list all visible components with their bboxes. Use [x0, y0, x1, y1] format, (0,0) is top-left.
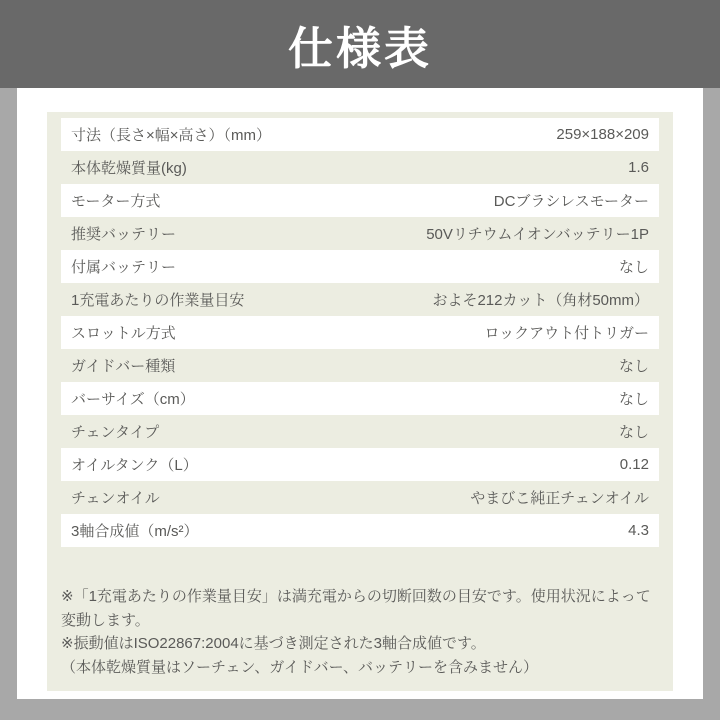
spec-table-row: [61, 217, 659, 250]
page-title: 仕様表: [287, 22, 432, 74]
spec-label: 推奨バッテリー: [71, 226, 177, 243]
spec-table-row: [61, 382, 659, 415]
spec-table-row: [61, 184, 659, 217]
spec-value: 1.6: [628, 159, 649, 176]
spec-table-row: [61, 118, 659, 151]
spec-value: なし: [618, 259, 649, 276]
spec-label: バーサイズ（cm）: [71, 391, 195, 408]
spec-value: DCブラシレスモーター: [493, 193, 649, 210]
spec-value: ロックアウト付トリガー: [484, 325, 649, 342]
spec-value: やまびこ純正チェンオイル: [470, 490, 649, 507]
spec-value: およそ212カット（角材50mm）: [432, 292, 649, 309]
spec-value: 50Vリチウムイオンバッテリー1P: [426, 226, 649, 243]
note-line: （本体乾燥質量はソーチェン、ガイドバー、バッテリーを含みません）: [61, 658, 539, 676]
spec-value: なし: [618, 424, 649, 441]
spec-value: 4.3: [628, 522, 649, 539]
spec-table-row: [61, 250, 659, 283]
spec-label: 付属バッテリー: [71, 259, 177, 276]
content-sheet: [17, 88, 703, 699]
spec-value: 0.12: [619, 456, 649, 473]
spec-label: オイルタンク（L）: [71, 457, 198, 474]
spec-table-row: [61, 448, 659, 481]
title-bar: [0, 0, 720, 88]
spec-table-row: [61, 415, 659, 448]
spec-table-row: [61, 316, 659, 349]
spec-label: 寸法（長さ×幅×高さ）（mm）: [71, 127, 272, 144]
spec-value: なし: [618, 391, 649, 408]
spec-table-row: [61, 481, 659, 514]
spec-label: 1充電あたりの作業量目安: [71, 292, 245, 309]
spec-table-row: [61, 283, 659, 316]
spec-value: 259×188×209: [556, 126, 649, 143]
spec-label: スロットル方式: [71, 325, 176, 342]
notes: [61, 585, 659, 679]
note-line: ※「1充電あたりの作業量目安」は満充電からの切断回数の目安です。使用状況によって変動します。: [61, 588, 651, 629]
spec-table-row: [61, 514, 659, 547]
spec-value: なし: [618, 358, 649, 375]
page-frame: [0, 88, 720, 720]
spec-table-row: [61, 349, 659, 382]
spec-label: 3軸合成値（m/s²）: [71, 523, 199, 540]
spec-panel: [47, 112, 673, 691]
spec-label: モーター方式: [71, 193, 161, 210]
note-line: ※振動値はISO22867:2004に基づき測定された3軸合成値です。: [61, 635, 486, 652]
spec-label: チェンオイル: [71, 490, 160, 507]
spec-label: チェンタイプ: [71, 424, 160, 441]
spec-label: 本体乾燥質量(kg): [71, 160, 187, 177]
spec-label: ガイドバー種類: [71, 358, 176, 375]
spec-table-row: [61, 151, 659, 184]
spec-table: [61, 118, 659, 547]
